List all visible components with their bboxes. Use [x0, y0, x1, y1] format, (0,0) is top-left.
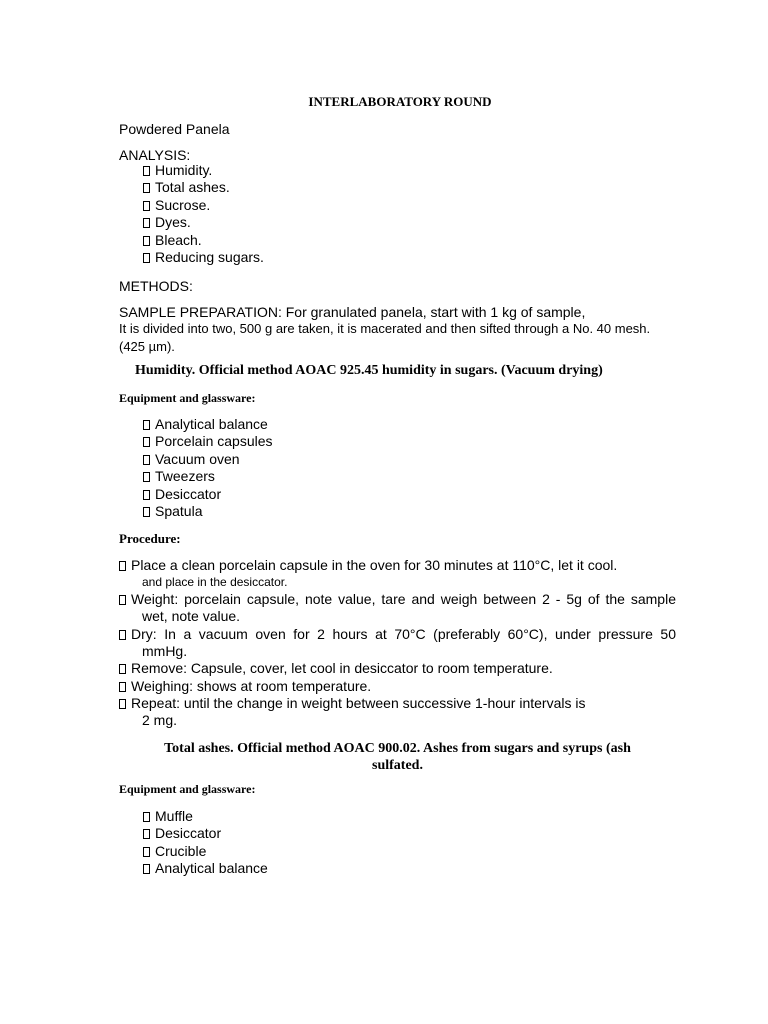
- total-ashes-heading: Total ashes. Official method AOAC 900.02. Ashes from sugars and syrups (ash sulfated.: [164, 741, 631, 773]
- procedure-step: Remove: Capsule, cover, let cool in desiccator to room temperature.: [119, 660, 676, 677]
- bullet-box-icon: [119, 595, 126, 605]
- procedure-step: Dry: In a vacuum oven for 2 hours at 70°C (preferably 60°C), under pressure 50 mmHg.: [119, 626, 676, 660]
- bullet-box-icon: [143, 490, 150, 500]
- bullet-box-icon: [143, 218, 150, 228]
- methods-label: METHODS:: [119, 278, 193, 294]
- bullet-box-icon: [143, 236, 150, 246]
- bullet-box-icon: [143, 201, 150, 211]
- humidity-heading: Humidity. Official method AOAC 925.45 humidity in sugars. (Vacuum drying): [135, 363, 603, 378]
- list-item: Spatula: [143, 503, 273, 520]
- list-item: Dyes.: [143, 214, 264, 231]
- analysis-list: [143, 162, 264, 266]
- bullet-box-icon: [119, 682, 126, 692]
- sample-prep-line-2: It is divided into two, 500 g are taken, it is macerated and then sifted through a No. 40 mesh.: [119, 321, 651, 336]
- document-title: INTERLABORATORY ROUND: [308, 94, 492, 109]
- total-ashes-equipment-label: Equipment and glassware:: [119, 782, 256, 796]
- bullet-box-icon: [143, 455, 150, 465]
- list-item: Vacuum oven: [143, 451, 273, 468]
- bullet-box-icon: [143, 864, 150, 874]
- list-item: Analytical balance: [143, 860, 268, 877]
- procedure-step: Place a clean porcelain capsule in the oven for 30 minutes at 110°C, let it cool. and place in the desiccator.: [119, 557, 676, 591]
- list-item: Muffle: [143, 808, 268, 825]
- bullet-box-icon: [143, 420, 150, 430]
- bullet-box-icon: [143, 812, 150, 822]
- list-item: Porcelain capsules: [143, 433, 273, 450]
- bullet-box-icon: [143, 166, 150, 176]
- list-item: Humidity.: [143, 162, 264, 179]
- list-item: Desiccator: [143, 825, 268, 842]
- humidity-equipment-list: [143, 416, 273, 520]
- humidity-equipment-label: Equipment and glassware:: [119, 391, 256, 405]
- total-ashes-equipment-list: [143, 808, 268, 878]
- list-item: Sucrose.: [143, 197, 264, 214]
- list-item: Desiccator: [143, 486, 273, 503]
- bullet-box-icon: [143, 253, 150, 263]
- bullet-box-icon: [143, 472, 150, 482]
- list-item: Reducing sugars.: [143, 249, 264, 266]
- list-item: Crucible: [143, 843, 268, 860]
- bullet-box-icon: [143, 183, 150, 193]
- list-item: Tweezers: [143, 468, 273, 485]
- list-item: Total ashes.: [143, 179, 264, 196]
- bullet-box-icon: [143, 507, 150, 517]
- procedure-step: Repeat: until the change in weight between successive 1-hour intervals is 2 mg.: [119, 695, 676, 729]
- bullet-box-icon: [119, 699, 126, 709]
- list-item: Bleach.: [143, 232, 264, 249]
- list-item: Analytical balance: [143, 416, 273, 433]
- bullet-box-icon: [143, 437, 150, 447]
- sample-prep-line-1: SAMPLE PREPARATION: For granulated panela, start with 1 kg of sample,: [119, 304, 586, 320]
- sample-prep-line-3: (425 µm).: [119, 339, 175, 354]
- procedure-step: Weighing: shows at room temperature.: [119, 678, 676, 695]
- bullet-box-icon: [119, 630, 126, 640]
- analysis-label: ANALYSIS:: [119, 147, 191, 163]
- bullet-box-icon: [119, 664, 126, 674]
- bullet-box-icon: [143, 847, 150, 857]
- bullet-box-icon: [143, 829, 150, 839]
- procedure-step: Weight: porcelain capsule, note value, tare and weigh between 2 - 5g of the sample wet, note value.: [119, 591, 676, 625]
- product-name: Powdered Panela: [119, 121, 230, 137]
- bullet-box-icon: [119, 561, 126, 571]
- procedure-label: Procedure:: [119, 531, 181, 546]
